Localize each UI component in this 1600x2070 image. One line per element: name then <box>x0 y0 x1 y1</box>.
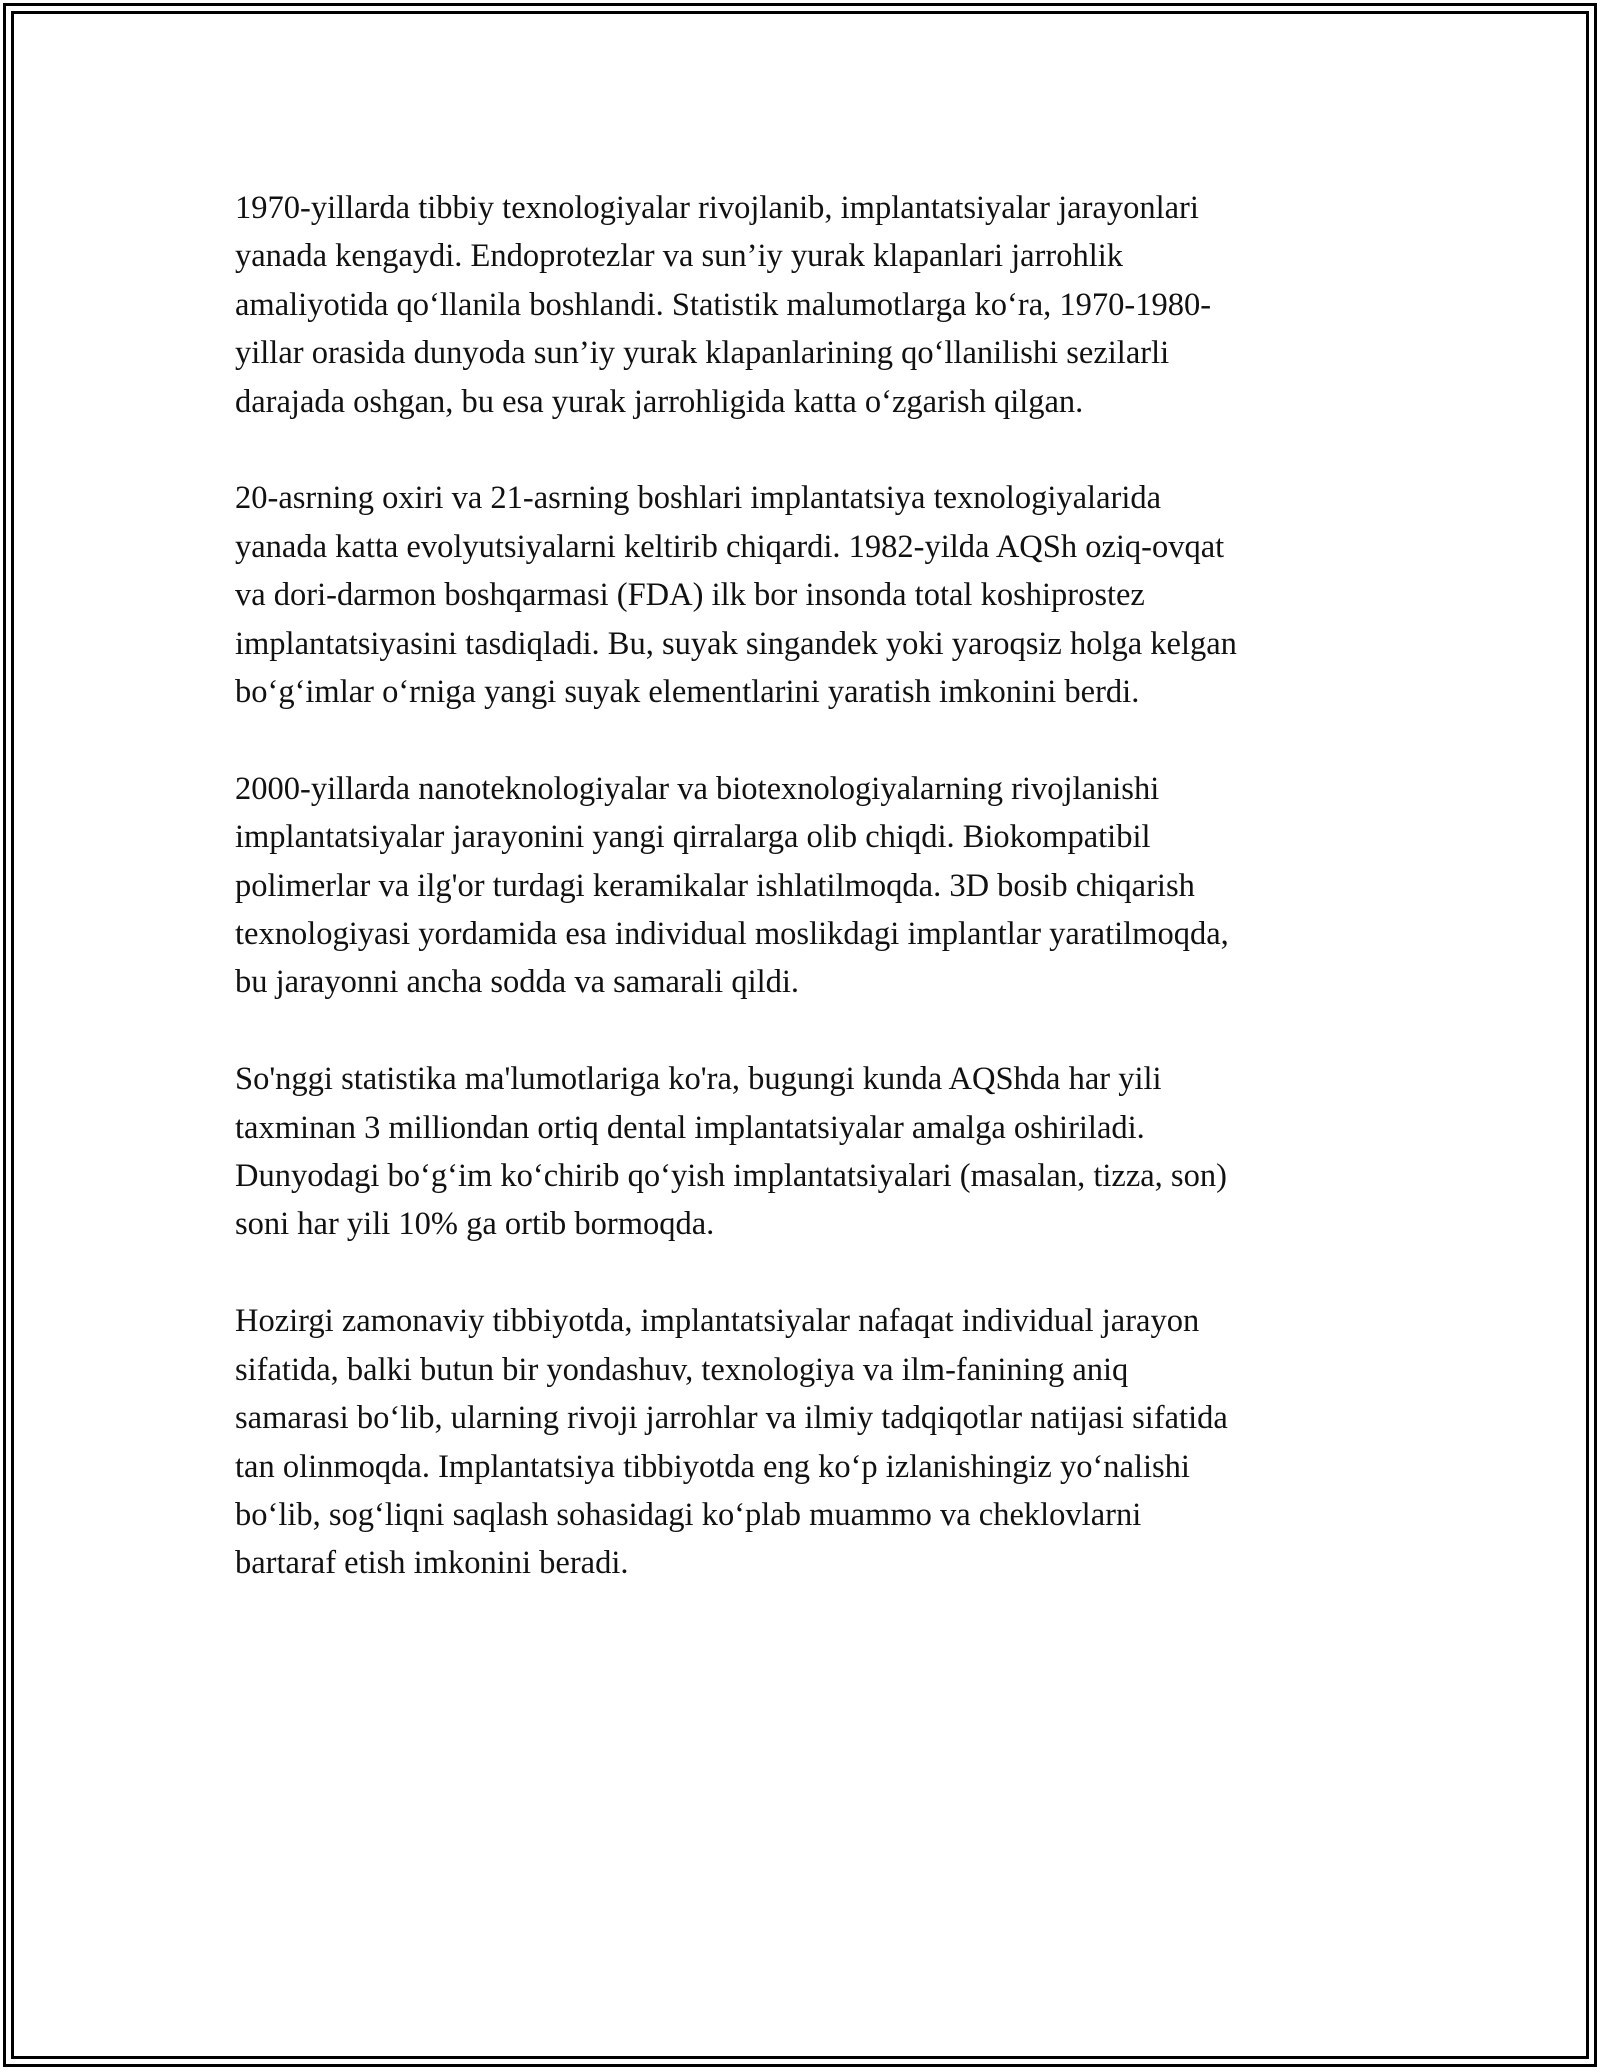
paragraph-1: 1970-yillarda tibbiy texnologiyalar rivojlanib, implantatsiyalar jarayonlari yanada kengaydi. Endoprotezlar va sun’iy yurak klapanlari jarrohlik amaliyotida qoʻllanila boshlandi. Statistik malumotlarga koʻra, 1970-1980- yillar orasida dunyoda sun’iy yurak klapanlarining qoʻllanilishi sezilarli darajada oshgan, bu esa yurak jarrohligida katta oʻzgarish qilgan. <box>235 190 1212 420</box>
paragraph-5: Hozirgi zamonaviy tibbiyotda, implantatsiyalar nafaqat individual jarayon sifatida, balki butun bir yondashuv, texnologiya va ilm-fanining aniq samarasi boʻlib, ularning rivoji jarrohlar va ilmiy tadqiqotlar natijasi sifatida tan olinmoqda. Implantatsiya tibbiyotda eng koʻp izlanishingiz yoʻnalishi boʻlib, sogʻliqni saqlash sohasidagi koʻplab muammo va cheklovlarni bartaraf etish imkonini beradi. <box>235 1303 1228 1582</box>
paragraph-2: 20-asrning oxiri va 21-asrning boshlari implantatsiya texnologiyalarida yanada katta evolyutsiyalarni keltirib chiqardi. 1982-yilda AQSh oziq-ovqat va dori-darmon boshqarmasi (FDA) ilk bor insonda total koshiprostez implantatsiyasini tasdiqladi. Bu, suyak singandek yoki yaroqsiz holga kelgan boʻgʻimlar oʻrniga yangi suyak elementlarini yaratish imkonini berdi. <box>235 480 1237 711</box>
paragraph-3: 2000-yillarda nanoteknologiyalar va biotexnologiyalarning rivojlanishi implantatsiyalar jarayonini yangi qirralarga olib chiqdi. Biokompatibil polimerlar va ilg'or turdagi keramikalar ishlatilmoqda. 3D bosib chiqarish texnologiyasi yordamida esa individual moslikdagi implantlar yaratilmoqda, bu jarayonni ancha sodda va samarali qildi. <box>235 770 1229 1001</box>
document-body <box>235 184 1385 1636</box>
paragraph-4: So'nggi statistika ma'lumotlariga ko'ra, bugungi kunda AQShda har yili taxminan 3 milliondan ortiq dental implantatsiyalar amalga oshiriladi. Dunyodagi boʻgʻim koʻchirib qoʻyish implantatsiyalari (masalan, tizza, son) soni har yili 10% ga ortib bormoqda. <box>235 1061 1227 1243</box>
